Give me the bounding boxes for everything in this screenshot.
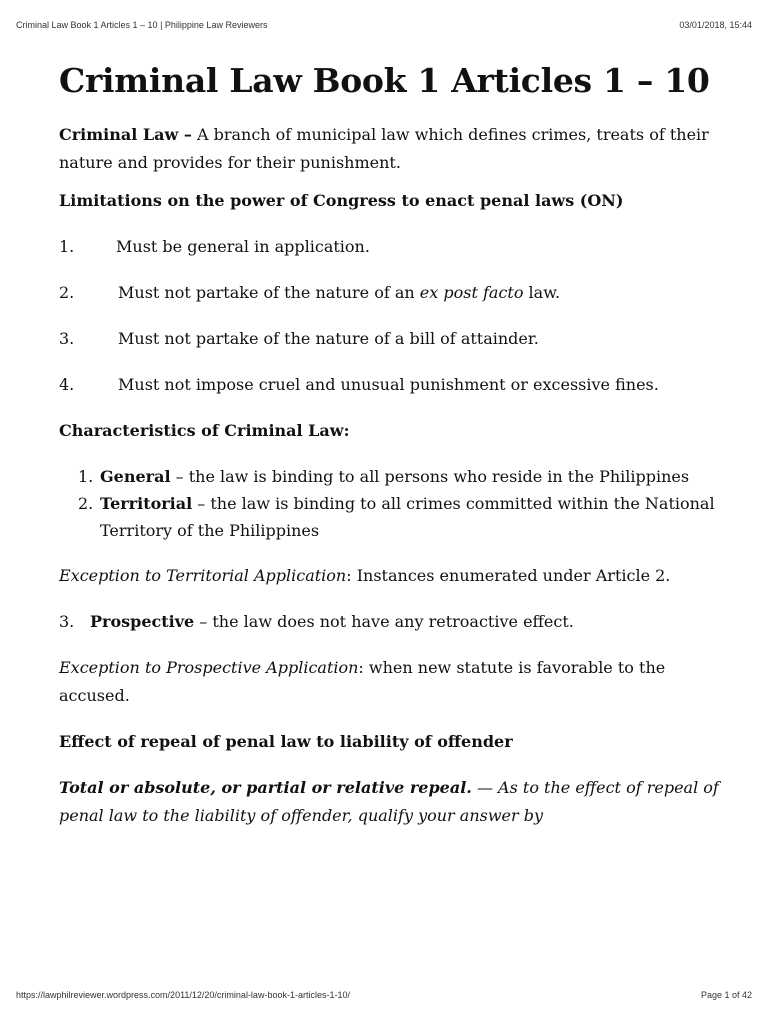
limitation-text: Must not impose cruel and unusual punishment or excessive fines. [118,375,659,394]
definition-text: A branch of municipal law which defines crimes, treats of their nature and provides for their punishment. [59,125,709,172]
repeal-term: Total or absolute, or partial or relative repeal. [59,778,472,797]
print-header-title: Criminal Law Book 1 Articles 1 – 10 | Philippine Law Reviewers [16,20,268,30]
definition-term: Criminal Law – [59,125,192,144]
characteristic-term: Territorial [100,494,193,513]
limitation-text [118,279,560,307]
characteristic-number: 2. [78,494,94,513]
limitation-text: Must be general in application. [116,237,370,256]
limitation-item [59,371,719,399]
repeal-paragraph [59,774,719,830]
exception-prospective-label: Exception to Prospective Application [59,658,359,677]
limitation-item [59,279,719,307]
exception-prospective [59,654,719,710]
prospective-number: 3. [59,612,75,631]
characteristic-text: – the law is binding to all persons who reside in the Philippines [170,467,690,486]
effect-heading: Effect of repeal of penal law to liability of offender [59,732,513,751]
prospective-item [59,608,719,636]
article-title: Criminal Law Book 1 Articles 1 – 10 [59,61,710,100]
exception-territorial-label: Exception to Territorial Application [59,566,347,585]
limitation-text-post: law. [523,283,561,302]
definition-paragraph [59,121,719,177]
repeal-text: — As to the effect of repeal of penal law to the liability of offender, qualify your answer by [59,778,719,825]
exception-territorial-text: : Instances enumerated under Article 2. [346,566,671,585]
list-item [59,490,719,544]
limitation-item [59,325,719,353]
limitations-heading: Limitations on the power of Congress to enact penal laws (ON) [59,191,624,210]
print-header-datetime: 03/01/2018, 15:44 [679,20,752,30]
print-footer-url: https://lawphilreviewer.wordpress.com/2011/12/20/criminal-law-book-1-articles-1-10/ [16,990,350,1000]
print-footer-page: Page 1 of 42 [700,990,752,1000]
characteristic-number: 1. [78,467,94,486]
limitation-text-pre: Must not partake of the nature of an [118,283,420,302]
characteristic-text: – the law is binding to all crimes committed within the National Territory of the Philippines [100,494,715,540]
limitation-item [59,233,719,261]
limitation-number: 1. [59,237,75,256]
exception-territorial [59,562,719,590]
limitation-number: 2. [59,283,75,302]
article-content [59,58,719,830]
prospective-text: – the law does not have any retroactive effect. [194,612,574,631]
characteristics-heading: Characteristics of Criminal Law: [59,421,350,440]
print-header [16,20,752,30]
list-item [59,463,719,490]
limitation-number: 4. [59,375,75,394]
characteristic-term: General [100,467,171,486]
exception-prospective-text: : when new statute is favorable to the accused. [59,658,666,705]
limitation-text-emphasis: ex post facto [419,283,524,302]
limitation-text: Must not partake of the nature of a bill of attainder. [118,329,539,348]
prospective-term: Prospective [90,612,195,631]
print-footer [16,990,752,1000]
characteristics-list [59,463,719,544]
limitation-number: 3. [59,329,75,348]
